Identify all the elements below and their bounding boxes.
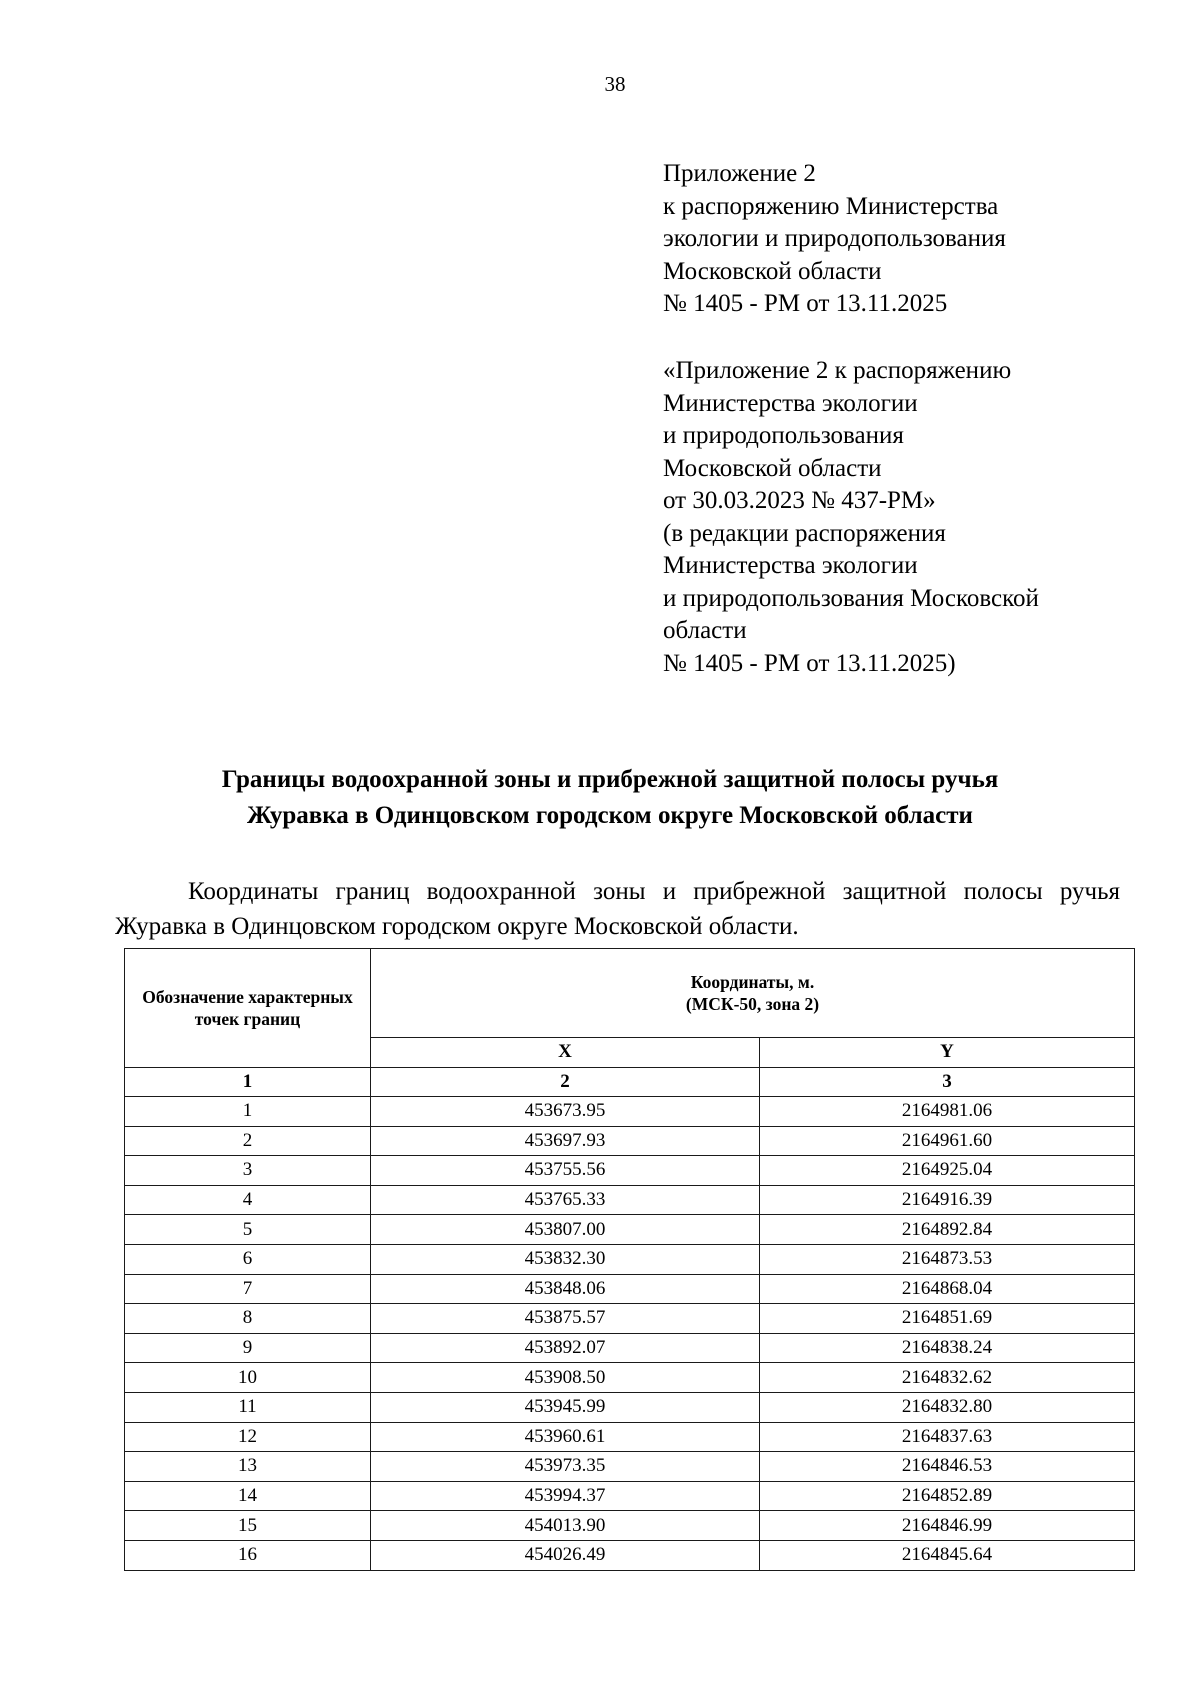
y-cell: 2164961.60 [760, 1126, 1135, 1156]
y-cell: 2164832.62 [760, 1363, 1135, 1393]
appendix-line: Московской области [663, 257, 882, 285]
table-body [125, 1097, 1135, 1571]
point-number-cell: 8 [125, 1304, 371, 1334]
point-number-cell: 2 [125, 1126, 371, 1156]
table-row [125, 1540, 1135, 1570]
x-cell: 453697.93 [371, 1126, 760, 1156]
point-number-cell: 1 [125, 1097, 371, 1127]
point-number-cell: 6 [125, 1244, 371, 1274]
point-number-cell: 5 [125, 1215, 371, 1245]
x-cell: 453945.99 [371, 1392, 760, 1422]
table-row [125, 1363, 1135, 1393]
title-line: Границы водоохранной зоны и прибрежной защитной полосы ручья [221, 766, 999, 793]
document-title [110, 762, 1110, 834]
x-cell: 453994.37 [371, 1481, 760, 1511]
x-cell: 453973.35 [371, 1452, 760, 1482]
table-row [125, 1156, 1135, 1186]
x-cell: 454013.90 [371, 1511, 760, 1541]
x-cell: 453755.56 [371, 1156, 760, 1186]
x-cell: 453832.30 [371, 1244, 760, 1274]
appendix-line: экологии и природопользования [663, 225, 1006, 252]
point-number-cell: 4 [125, 1185, 371, 1215]
quote-line: Министерства экологии [663, 552, 918, 579]
table-row [125, 1333, 1135, 1363]
y-cell: 2164837.63 [760, 1422, 1135, 1452]
table-row [125, 1185, 1135, 1215]
table-row [125, 1274, 1135, 1304]
y-cell: 2164852.89 [760, 1481, 1135, 1511]
y-cell: 2164916.39 [760, 1185, 1135, 1215]
point-number-cell: 16 [125, 1540, 371, 1570]
quote-line: Министерства экологии [663, 389, 918, 417]
table-row [125, 1422, 1135, 1452]
x-cell: 453875.57 [371, 1304, 760, 1334]
point-number-cell: 9 [125, 1333, 371, 1363]
table-row [125, 1511, 1135, 1541]
table-row [125, 1215, 1135, 1245]
x-cell: 453960.61 [371, 1422, 760, 1452]
appendix-header [663, 158, 1133, 321]
title-line: Журавка в Одинцовском городском округе Московской области [247, 802, 973, 829]
y-cell: 2164892.84 [760, 1215, 1135, 1245]
appendix-quote [663, 355, 1133, 680]
quote-line: № 1405 - РМ от 13.11.2025) [663, 649, 956, 677]
y-cell: 2164873.53 [760, 1244, 1135, 1274]
quote-line: «Приложение 2 к распоряжению [663, 357, 1012, 384]
table-row [125, 1097, 1135, 1127]
point-number-cell: 12 [125, 1422, 371, 1452]
y-cell: 2164832.80 [760, 1392, 1135, 1422]
point-number-cell: 15 [125, 1511, 371, 1541]
table-row [125, 1392, 1135, 1422]
table-row [125, 1452, 1135, 1482]
header-point-designation: Обозначение характерных точек границ [125, 949, 371, 1068]
x-cell: 453892.07 [371, 1333, 760, 1363]
x-cell: 453807.00 [371, 1215, 760, 1245]
column-number-1: 1 [125, 1068, 371, 1097]
table-row [125, 1244, 1135, 1274]
table-row [125, 1126, 1135, 1156]
x-cell: 454026.49 [371, 1540, 760, 1570]
point-number-cell: 14 [125, 1481, 371, 1511]
header-coordinates [371, 949, 1135, 1038]
appendix-line: к распоряжению Министерства [663, 192, 999, 220]
appendix-line: Приложение 2 [663, 160, 816, 187]
quote-line: Московской области [663, 454, 882, 482]
column-number-2: 2 [371, 1068, 760, 1097]
quote-line: от 30.03.2023 № 437-РМ» [663, 487, 936, 514]
quote-line: (в редакции распоряжения [663, 519, 946, 547]
point-number-cell: 11 [125, 1392, 371, 1422]
x-cell: 453908.50 [371, 1363, 760, 1393]
x-cell: 453848.06 [371, 1274, 760, 1304]
y-cell: 2164846.99 [760, 1511, 1135, 1541]
y-cell: 2164846.53 [760, 1452, 1135, 1482]
point-number-cell: 13 [125, 1452, 371, 1482]
y-cell: 2164845.64 [760, 1540, 1135, 1570]
header-coordinates-line2: (МСК-50, зона 2) [685, 993, 820, 1014]
header-coordinates-line1: Координаты, м. [690, 971, 815, 992]
point-number-cell: 10 [125, 1363, 371, 1393]
table-row [125, 1481, 1135, 1511]
appendix-line: № 1405 - РМ от 13.11.2025 [663, 290, 948, 317]
y-cell: 2164925.04 [760, 1156, 1135, 1186]
point-number-cell: 7 [125, 1274, 371, 1304]
point-number-cell: 3 [125, 1156, 371, 1186]
header-x: X [371, 1037, 760, 1067]
y-cell: 2164838.24 [760, 1333, 1135, 1363]
header-y: Y [760, 1037, 1135, 1067]
x-cell: 453673.95 [371, 1097, 760, 1127]
y-cell: 2164868.04 [760, 1274, 1135, 1304]
quote-line: и природопользования [663, 422, 904, 449]
table-row [125, 1304, 1135, 1334]
coordinates-table [124, 948, 1135, 1571]
page-number: 38 [604, 72, 626, 96]
x-cell: 453765.33 [371, 1185, 760, 1215]
intro-paragraph: Координаты границ водоохранной зоны и прибрежной защитной полосы ручья Журавка в Одинцовском городском округе Московской области. [115, 878, 1120, 940]
y-cell: 2164981.06 [760, 1097, 1135, 1127]
quote-line: области [663, 617, 747, 644]
quote-line: и природопользования Московской [663, 584, 1039, 612]
y-cell: 2164851.69 [760, 1304, 1135, 1334]
column-number-3: 3 [760, 1068, 1135, 1097]
